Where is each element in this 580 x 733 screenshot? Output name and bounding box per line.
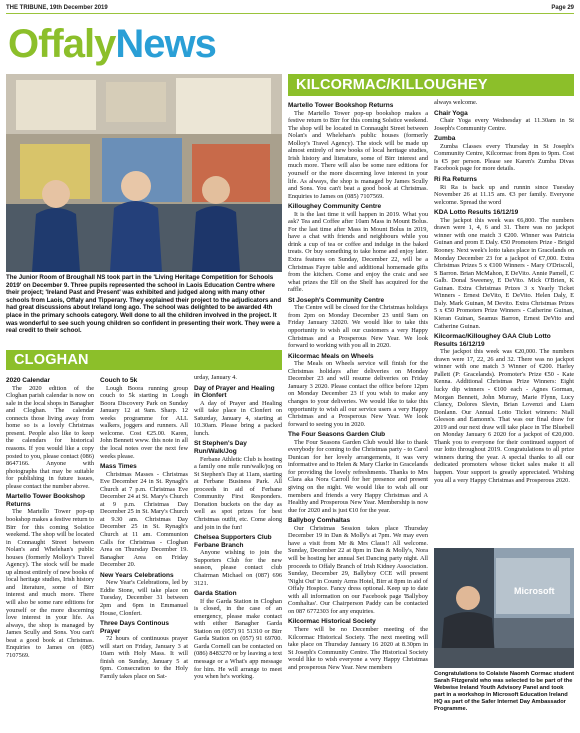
prayer-text-continued: urday, January 4.	[194, 374, 237, 381]
cloghan-section-header: CLOGHAN	[6, 350, 282, 370]
kda-lotto-heading: KDA Lotto Results 16/12/19	[434, 209, 519, 217]
microsoft-workshop-photo	[434, 548, 574, 668]
microsoft-photo-caption: Congratulations to Colaiste Naomh Cormac student Sarah Fitzgerald who was selected to be part of the Webwise Ireland Youth Advisory Panel and took part in a workshop in Microsoft Education Ireland HQ as part of the Safer Internet Day Ambassador Programme.	[434, 671, 574, 712]
school-children-photo	[6, 74, 282, 272]
new-years-text: New Year's Celebrations, led by Eddie Stone, will take place on Tuesday, December 31 between 2pm and 6pm in Emmanuel House, Clonfert.	[100, 579, 188, 617]
cloghan-column-2	[100, 374, 188, 728]
stephens-day-text: Ferbane Athletic Club is hosting a family one mile run/walk/jog on St Stephen's Day at 11am, starting at Ferbane Business Park. All proceeds in aid of Ferbane Community First Responders. Donation buckets on the day as well as spot prizes for best Christmas outfit, etc. Come along and join in the fun!	[194, 455, 282, 531]
kilcormac-column-1	[288, 99, 428, 728]
comhaltas-heading: Ballyboy Comhaltas	[288, 517, 351, 525]
meals-on-wheels-text: The Meals on Wheels service will finish for the Christmas holidays after deliveries on Monday December 23 and will resume deliveries on Friday January 3 2020. Please contact the office before 12pm on Monday December 23 if you wish to make any changes to your deliveries. We would like to take this opportunity to wish all our service users a very Happy Christmas and a Prosperous New Year. We look forward to seeing you in 2020.	[288, 360, 428, 428]
bookshop-heading: Martello Tower Bookshop Returns	[6, 493, 85, 508]
ri-ra-text: Ri Ra is back up and runnin since Tuesday November 26 at 11.15 am. €3 per family. Everyone welcome. Spread the word	[434, 183, 574, 206]
garden-club-heading: The Four Seasons Garden Club	[288, 431, 386, 439]
cloghan-column-1	[6, 374, 94, 728]
community-centre-heading: Killoughey Community Centre	[288, 203, 382, 211]
garda-text: If the Garda Station in Cloghan is closed, in the case of an emergency, please make contact with either Banagher Garda Station on (057) 91 51310 or Birr Garda Station on (057) 91 69700. Garda Cornell can be contacted on (086) 8483270 or by leaving a text message or a What's app message for him. He will arrange to meet you when he's working.	[194, 597, 282, 681]
prayer-text: 72 hours of continuous prayer will start on Friday, January 3 at 10am with Holy Mass. It will finish on Sunday, January 5 at 6pm. Consecration to the Holy Family takes place on Sat-	[100, 635, 188, 681]
chair-yoga-heading: Chair Yoga	[434, 109, 468, 117]
bookshop-text: The Martello Tower pop-up bookshop makes a festive return to Birr for this coming Solstice weekend. The shop will be located in Connaught Street between Nolan's and Whelehan's public houses (formerly Molloy's Travel Agency). The stock will be made up almost entirely of new books of local heritage studies, Irish history and literature, some of Birr interest and much more. There will also be some rare editions for yourself or the more discerning love interest in your life. As always, the shop is managed by James Scully and Sons. You can't beat a good book at Christmas. Enquiries to James on (085) 7107569.	[6, 508, 94, 659]
zumba-heading: Zumba	[434, 135, 456, 143]
page-header	[6, 5, 574, 14]
chelsea-club-text: Anyone wishing to join the Supporters Club for the new season, please contact club Chairman Michael on (087) 696 3121.	[194, 549, 282, 587]
historical-text-continued: always welcome.	[434, 99, 478, 106]
stephens-day-heading: St Stephen's Day Run/Walk/Jog	[194, 440, 247, 456]
chelsea-club-heading: Chelsea Supporters Club Ferbane Branch	[194, 534, 272, 549]
healing-text: A day of Prayer and Healing will take place in Clonfert on Saturday, January 4, starting at 10.30am. Please bring a packed lunch.	[194, 399, 282, 437]
garden-club-text: The Four Seasons Garden Club would like to thank everybody for coming to the Christmas party - to Carol Dunican for her lovely arrangements, it was very informative and to Helen & Mary Clarke in Gracelands for providing the lovely refreshments. Thanks to Mrs Clara aka Nora Carroll for her presence and present giving on the night. We would like to wish all our members and friends a very Happy Christmas and A Healthy and Prosperous New Year. Membership is now due for 2020 and is just €10 for the year.	[288, 438, 428, 514]
zumba-text: Zumba Classes every Thursday in St Joseph's Community Centre, Kilcormac from 8pm to 9pm. Cost is €5 per person. Please see Karen's Zumba Divas Facebook page for more details.	[434, 142, 574, 173]
prayer-heading: Three Days Continous Prayer	[100, 620, 169, 635]
healing-heading: Day of Prayer and Healing in Clonfert	[194, 384, 275, 400]
comhaltas-text: Our Christmas Session takes place Thursday December 19 in Dan & Molly's at 7pm. We may even have a visit from Mr & Mrs Claus!! All welcome. Sunday, December 22 at 8pm in Dan & Molly's, Nora will be hosting her annual Set Dancing party night. All proceeds to Offaly Branch of Irish Kidney Association. Sunday, December 29, Ballyboy CCE will present 'Night Out' in County Arms Hotel, Birr at 8pm in aid of Offaly Hospice. Fancy dress optional. Keep up to date with all information on our Facebook page 'Ballyboy Comhaltas'. Our Chairperson Paddy can be contacted on 087 6772303 for any enquiries.	[288, 524, 428, 615]
cloghan-column-3	[194, 374, 282, 728]
historical-society-heading: Kilcormac Historical Society	[288, 618, 376, 626]
gaa-lotto-text: The jackpot this week was €20,000. The numbers drawn were 17, 22, 26 and 32. There was no jackpot winner with one match 3 Winner of €200. Harley Pallett (P: Gracelands). Promoter's Prize €50 - Kate Kenna. Additional Christmas Prize Winners: Eight lucky dip winners - €100 each - Agnes Gorman, Morgan Bennett, John Murray, Marie Flynn, Lucy Clancy, Dolores Slevin, Brian Lovenzi and Liam Donlann. Our Annual Lotto Ticket winners: Niall Gleeson and Eamonn's. That was our final draw for 2019 and our next draw will take place in The Bluebell on Monday January 6 2020 for a jackpot of €20,000. Thank you to everyone for their continued support of our lotto throughout 2019. Congratulations to all prize winners during the year. A special thanks to all our dedicated promoters whose ticket sales make it all happen. Your support is greatly appreciated. Wishing you all a very Happy Christmas and Prosperous 2020.	[434, 348, 574, 484]
microsoft-sign: Microsoft	[514, 586, 555, 596]
st-josephs-heading: St Joseph's Community Centre	[288, 296, 385, 304]
gaa-lotto-heading: Kilcormac/Killoughey GAA Club Lotto Results 16/12/19	[434, 333, 551, 348]
historical-society-text: There will be no December meeting of the Kilcormac Historical Society. The next meeting will take place on Thursday January 16 2020 at 8.30pm in St Joseph's Community Centre. The Historical Society would like to wish everyone a very Happy Christmas and prosperous New Year. New members	[288, 625, 428, 671]
section-logo: OffalyNews	[8, 22, 216, 66]
kil-bookshop-heading: Martello Tower Bookshop Returns	[288, 102, 394, 109]
school-photo-caption: The Junior Room of Broughall NS took part in the 'Living Heritage Competition for Schools 2019' on December 9. Three pupils represented the school in Laois Education Centre where their project; 'Ireland Past and Present' was exhibited and judged along with many other schools from Laois, Offaly and Tipperary. They explained their project to the adjudicators and had great discussions about Ireland long ago. The school was delighted to be awarded 4th place in the primary schools category. Well done to all the children involved in the project. It was wonderful to see such young children so confident in presenting their work. They were a real credit to their school.	[6, 274, 282, 335]
meals-on-wheels-heading: Kilcormac Meals on Wheels	[288, 352, 374, 360]
kilcormac-section-header: KILCORMAC/KILLOUGHEY	[288, 74, 574, 96]
ri-ra-heading: Ri Ra Returns	[434, 176, 477, 184]
chair-yoga-text: Chair Yoga every Wednesday at 11.30am in St Joseph's Community Centre.	[434, 117, 574, 132]
couch-to-5k-text: Lough Boora running group couch to 5k starting in Lough Boora Discovery Park on Sunday January 12 at 9am. Sharp. 12 weeks programme for ALL walkers, joggers and runners. All welcome. Cost €25.00. Karen, John Bennett www. this note in all the local notes over the next few weeks please.	[100, 384, 188, 460]
issue-date: THE TRIBUNE, 19th December 2019	[6, 5, 108, 11]
page-number: Page 29	[551, 5, 574, 11]
st-josephs-text: The Centre will be closed for the Christmas holidays from 2pm on Monday December 23 until 9am on Friday January 32020. We would like to take this opportunity to wish all our customers a very Happy Christmas and a Prosperous New Year. We look forward to working with you all in 2020.	[288, 304, 428, 350]
couch-to-5k-heading: Couch to 5k	[100, 377, 138, 384]
mass-times-heading: Mass Times	[100, 463, 137, 471]
kilcormac-column-2	[434, 99, 574, 544]
calendar-text: The 2020 edition of the Cloghan parish calendar is now on sale in the local shops in Banagher and Cloghan. The calendar connects those living away from home so is a lovely Christmas present. People also like to keep the calendars for historical reasons. If you would like a copy posted to you, please contact (086) 8647166. Anyone with photographs that may be suitable for publishing in future issues, please contact the number above.	[6, 384, 94, 490]
kda-lotto-text: The jackpot this week was €6,800. The numbers drawn were 1, 4, 6 and 31. There was no jackpot winner with one match 3 €200. Winner was Patricia Guinan and prom E Daly. €50 Promoters Prize - Brigid Rooney. Next week's lotto takes place in Gracelands on Monday December 23 for a jackpot of €7,000. Extra Christmas Prizes 5 x €100 Winners - Mary O'Driscoll, S Barron. Brian McMahon, E DeVito. Annie Pamell, C Galb. Donal Sweeney, E DeVito. Mick O'Brien, K Guinan. Extra Christmas Prizes 3 x Yearly Ticket Winners - Ernest DeVito, E DeVito. Helen Daly, E Daly. Mark Guinan, M Devito. Extra Christmas Prizes 5 x €50 Promoters Prize Winners - Catherine Guinan, Kieran Guinan, Seamus Barron, Ernest DeVito and Catherine Guinan.	[434, 216, 574, 330]
mass-times-text: Christmas Masses - Christmas Eve December 24 in St. Rynagh's Church at 7 p.m. Christmas Eve December 24 at St. Mary's Church at 9 p.m. Christmas Day December 25 in St. Mary's Church at 9.30 am. Christmas Day December 25 in St. Rynagh's Church at 11 am. Communion Calls for Christmas - Cloghan Area on Thursday December 19. Banagher Area on Friday December 20.	[100, 470, 188, 569]
community-centre-text: It is the last time it will happen in 2019. What you ask? Tea and Coffee after 10am Mass in Mount Bolus. For the last time after Mass in Mount Bolus in 2019, have a chat with friends and neighbours while you drink a cup of tea or coffee and indulge in the baked treats. Or buy something to take home and enjoy later. Extra features on Sunday, December 22, will be a Christmas Fayre table and additional homemade gifts from the kitchen. Come and enjoy the craic and see what prizes the Elf on the Shelf has acquired for the raffle.	[288, 210, 428, 294]
kil-bookshop-text: The Martello Tower pop-up bookshop makes a festive return to Birr for this coming Solstice weekend. The shop will be located in Connaught Street between Nolan's and Whelehan's public houses (formerly Molloy's Travel Agency). The stock will be made up almost entirely of new books of local heritage studies, Irish history and literature, some of Birr interest and much more. There will also be some rare editions for yourself or the more discerning love interest in your life. As always, the shop is managed by James Scully and Sons. You can't beat a good book at Christmas. Enquiries to James on (085) 7107569.	[288, 109, 428, 200]
garda-heading: Garda Station	[194, 590, 237, 598]
new-years-heading: New Years Celebrations	[100, 571, 174, 579]
calendar-heading: 2020 Calendar	[6, 377, 51, 384]
